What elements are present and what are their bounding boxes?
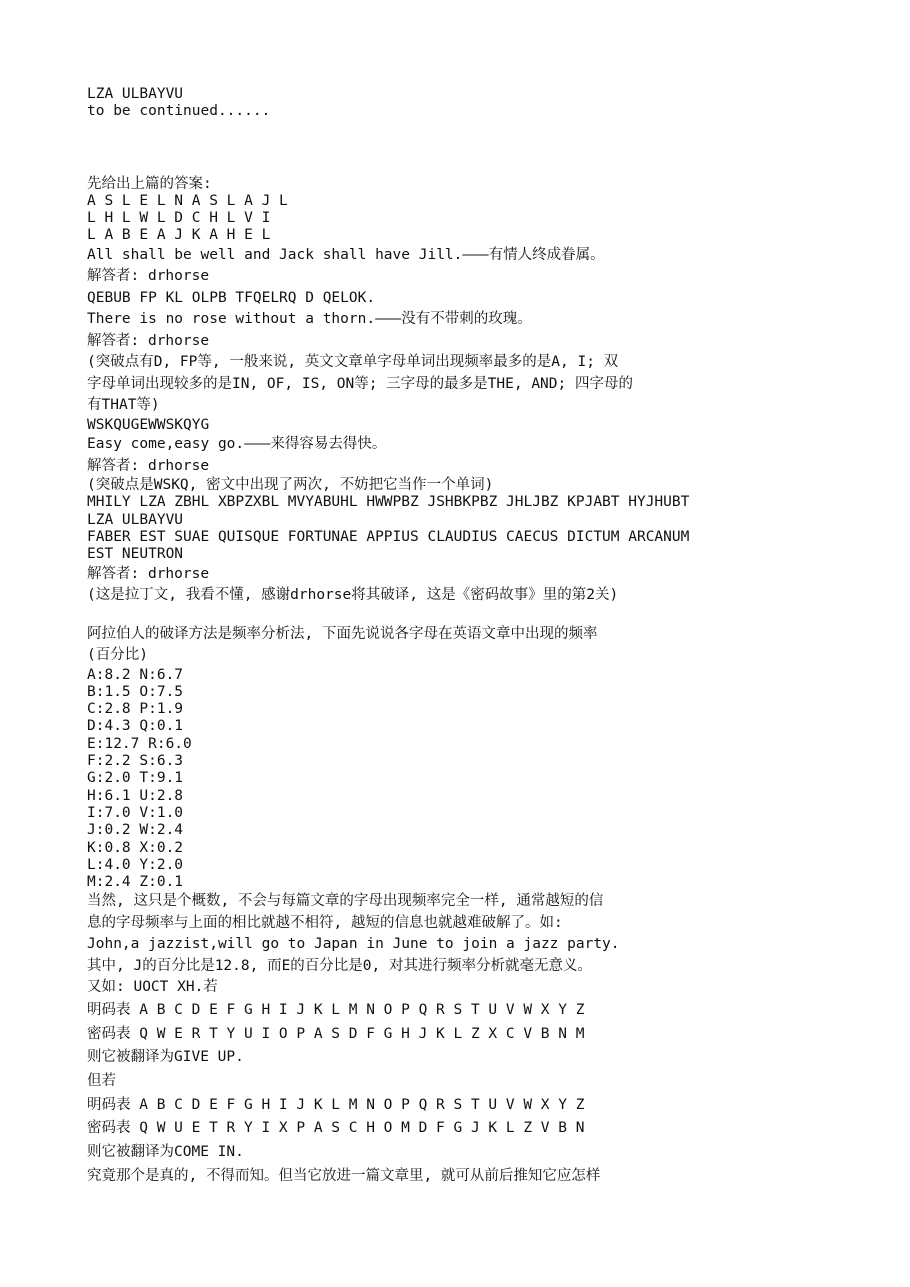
cipher-alphabet-line: 密码表 Q W E R T Y U I O P A S D F G H J K L Z X C V B N M (87, 1025, 585, 1042)
text-line: 则它被翻译为COME IN. (87, 1144, 244, 1161)
text-line: 解答者: drhorse (87, 457, 210, 474)
text-line: 先给出上篇的答案: (87, 175, 212, 192)
frequency-row: F:2.2 S:6.3 (87, 753, 184, 770)
text-line: FABER EST SUAE QUISQUE FORTUNAE APPIUS CLAUDIUS CAECUS DICTUM ARCANUM (87, 528, 690, 545)
text-line: MHILY LZA ZBHL XBPZXBL MVYABUHL HWWPBZ JSHBKPBZ JHLJBZ KPJABT HYJHUBT (87, 494, 690, 511)
text-line: 但若 (87, 1072, 116, 1089)
text-line: (突破点是WSKQ, 密文中出现了两次, 不妨把它当作一个单词) (87, 477, 494, 494)
text-line: 则它被翻译为GIVE UP. (87, 1049, 244, 1066)
frequency-row: H:6.1 U:2.8 (87, 787, 184, 804)
text-line: 解答者: drhorse (87, 268, 210, 285)
spacer (87, 121, 887, 176)
text-line: (这是拉丁文, 我看不懂, 感谢drhorse将其破译, 这是《密码故事》里的第2关) (87, 587, 619, 604)
text-line: Easy come,easy go.———来得容易去得快。 (87, 436, 387, 453)
text-line: (百分比) (87, 647, 148, 664)
frequency-row: K:0.8 X:0.2 (87, 839, 184, 856)
text-line: 究竟那个是真的, 不得而知。但当它放进一篇文章里, 就可从前后推知它应怎样 (87, 1167, 601, 1184)
document-page (87, 86, 887, 1188)
text-line: 息的字母频率与上面的相比就越不相符, 越短的信息也就越难破解了。如: (87, 914, 563, 931)
plain-alphabet-line: 明码表 A B C D E F G H I J K L M N O P Q R S T U V W X Y Z (87, 1001, 585, 1018)
plain-alphabet-line: 明码表 A B C D E F G H I J K L M N O P Q R S T U V W X Y Z (87, 1096, 585, 1113)
frequency-row: G:2.0 T:9.1 (87, 770, 184, 787)
text-line: 有THAT等) (87, 397, 160, 414)
frequency-table (87, 667, 887, 892)
text-line: 阿拉伯人的破译方法是频率分析法, 下面先说说各字母在英语文章中出现的频率 (87, 625, 598, 642)
text-line: L A B E A J K A H E L (87, 227, 271, 244)
text-line: All shall be well and Jack shall have Jill.———有情人终成眷属。 (87, 246, 605, 263)
cipher-alphabet-line: 密码表 Q W U E T R Y I X P A S C H O M D F G J K L Z V B N (87, 1120, 585, 1137)
text-line: 又如: UOCT XH.若 (87, 979, 218, 996)
text-line: A S L E L N A S L A J L (87, 192, 288, 209)
text-line: EST NEUTRON (87, 546, 184, 563)
frequency-row: A:8.2 N:6.7 (87, 666, 184, 683)
frequency-row: E:12.7 R:6.0 (87, 735, 192, 752)
frequency-row: B:1.5 O:7.5 (87, 683, 184, 700)
text-line: 字母单词出现较多的是IN, OF, IS, ON等; 三字母的最多是THE, AND; 四字母的 (87, 375, 633, 392)
text-line: L H L W L D C H L V I (87, 210, 271, 227)
text-line: (突破点有D, FP等, 一般来说, 英文文章单字母单词出现频率最多的是A, I; 双 (87, 354, 619, 371)
text-line: LZA ULBAYVU (87, 86, 184, 102)
frequency-row: M:2.4 Z:0.1 (87, 874, 184, 891)
frequency-row: J:0.2 W:2.4 (87, 822, 184, 839)
text-line: QEBUB FP KL OLPB TFQELRQ D QELOK. (87, 289, 376, 306)
text-line: 其中, J的百分比是12.8, 而E的百分比是0, 对其进行频率分析就毫无意义。 (87, 957, 592, 974)
spacer (87, 607, 887, 624)
frequency-row: C:2.8 P:1.9 (87, 701, 184, 718)
text-line: to be continued...... (87, 103, 271, 120)
text-line: John,a jazzist,will go to Japan in June to join a jazz party. (87, 936, 620, 953)
frequency-row: I:7.0 V:1.0 (87, 804, 184, 821)
text-line: 解答者: drhorse (87, 332, 210, 349)
text-line: WSKQUGEWWSKQYG (87, 416, 210, 433)
text-line: LZA ULBAYVU (87, 511, 184, 528)
text-line: 当然, 这只是个概数, 不会与每篇文章的字母出现频率完全一样, 通常越短的信 (87, 893, 604, 910)
frequency-row: D:4.3 Q:0.1 (87, 718, 184, 735)
text-line: 解答者: drhorse (87, 565, 210, 582)
frequency-row: L:4.0 Y:2.0 (87, 856, 184, 873)
text-line: There is no rose without a thorn.———没有不带刺的玫瑰。 (87, 311, 532, 328)
